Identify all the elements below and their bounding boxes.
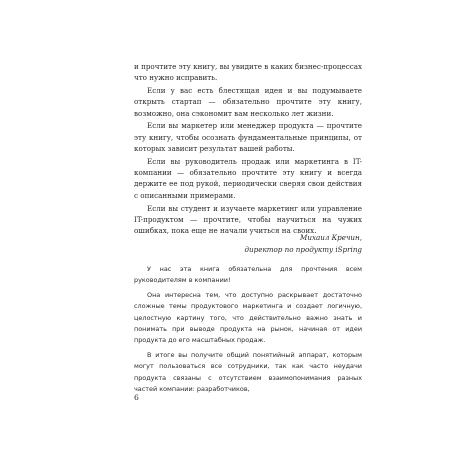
paragraph: и прочтите эту книгу, вы увидите в каких бизнес-процессах что нужно исправить. <box>134 62 362 83</box>
paragraph: Если у вас есть блестящая идея и вы подумываете открыть стартап — обязательно прочтите эту книгу, возможно, она сэкономит вам несколько лет жизни. <box>134 86 362 118</box>
signature-role: директор по продукту iSpring <box>244 245 362 254</box>
paragraph: Она интересна тем, что доступно раскрывает достаточно сложные темы продуктового маркетинга и создает логичную, целостную картину того, что действительно важно знать и понимать при выводе продукта на рынок, начиная от идеи продукта до его масштабных продаж. <box>134 290 362 345</box>
paragraph: Если вы руководитель продаж или маркетинга в IT-компании — обязательно прочтите эту книгу и всегда держите ее под рукой, периодически сверяя свои действия с описанными примерами. <box>134 156 362 200</box>
paragraph: Если вы студент и изучаете маркетинг или управление IT-продуктом — прочтите, чтобы научиться на чужих ошибках, пока еще не начали учиться на своих. <box>134 203 362 236</box>
paragraph: В итоге вы получите общий понятийный аппарат, которым могут пользоваться все сотрудники, так как часто неудачи продукта связаны с отсутствием взаимопонимания разных частей компании: разработчиков, <box>134 350 362 394</box>
page-number: 6 <box>134 393 139 402</box>
paragraph: У нас эта книга обязательна для прочтения всем руководителям в компании! <box>134 265 362 285</box>
signature-name: Михаил Кречин, <box>300 233 362 242</box>
paragraph: Если вы маркетер или менеджер продукта — прочтите эту книгу, чтобы осознать фундаментальные принципы, от которых зависит результат вашей работы. <box>134 121 362 154</box>
quote-block <box>134 61 362 236</box>
second-review-block <box>134 264 362 395</box>
